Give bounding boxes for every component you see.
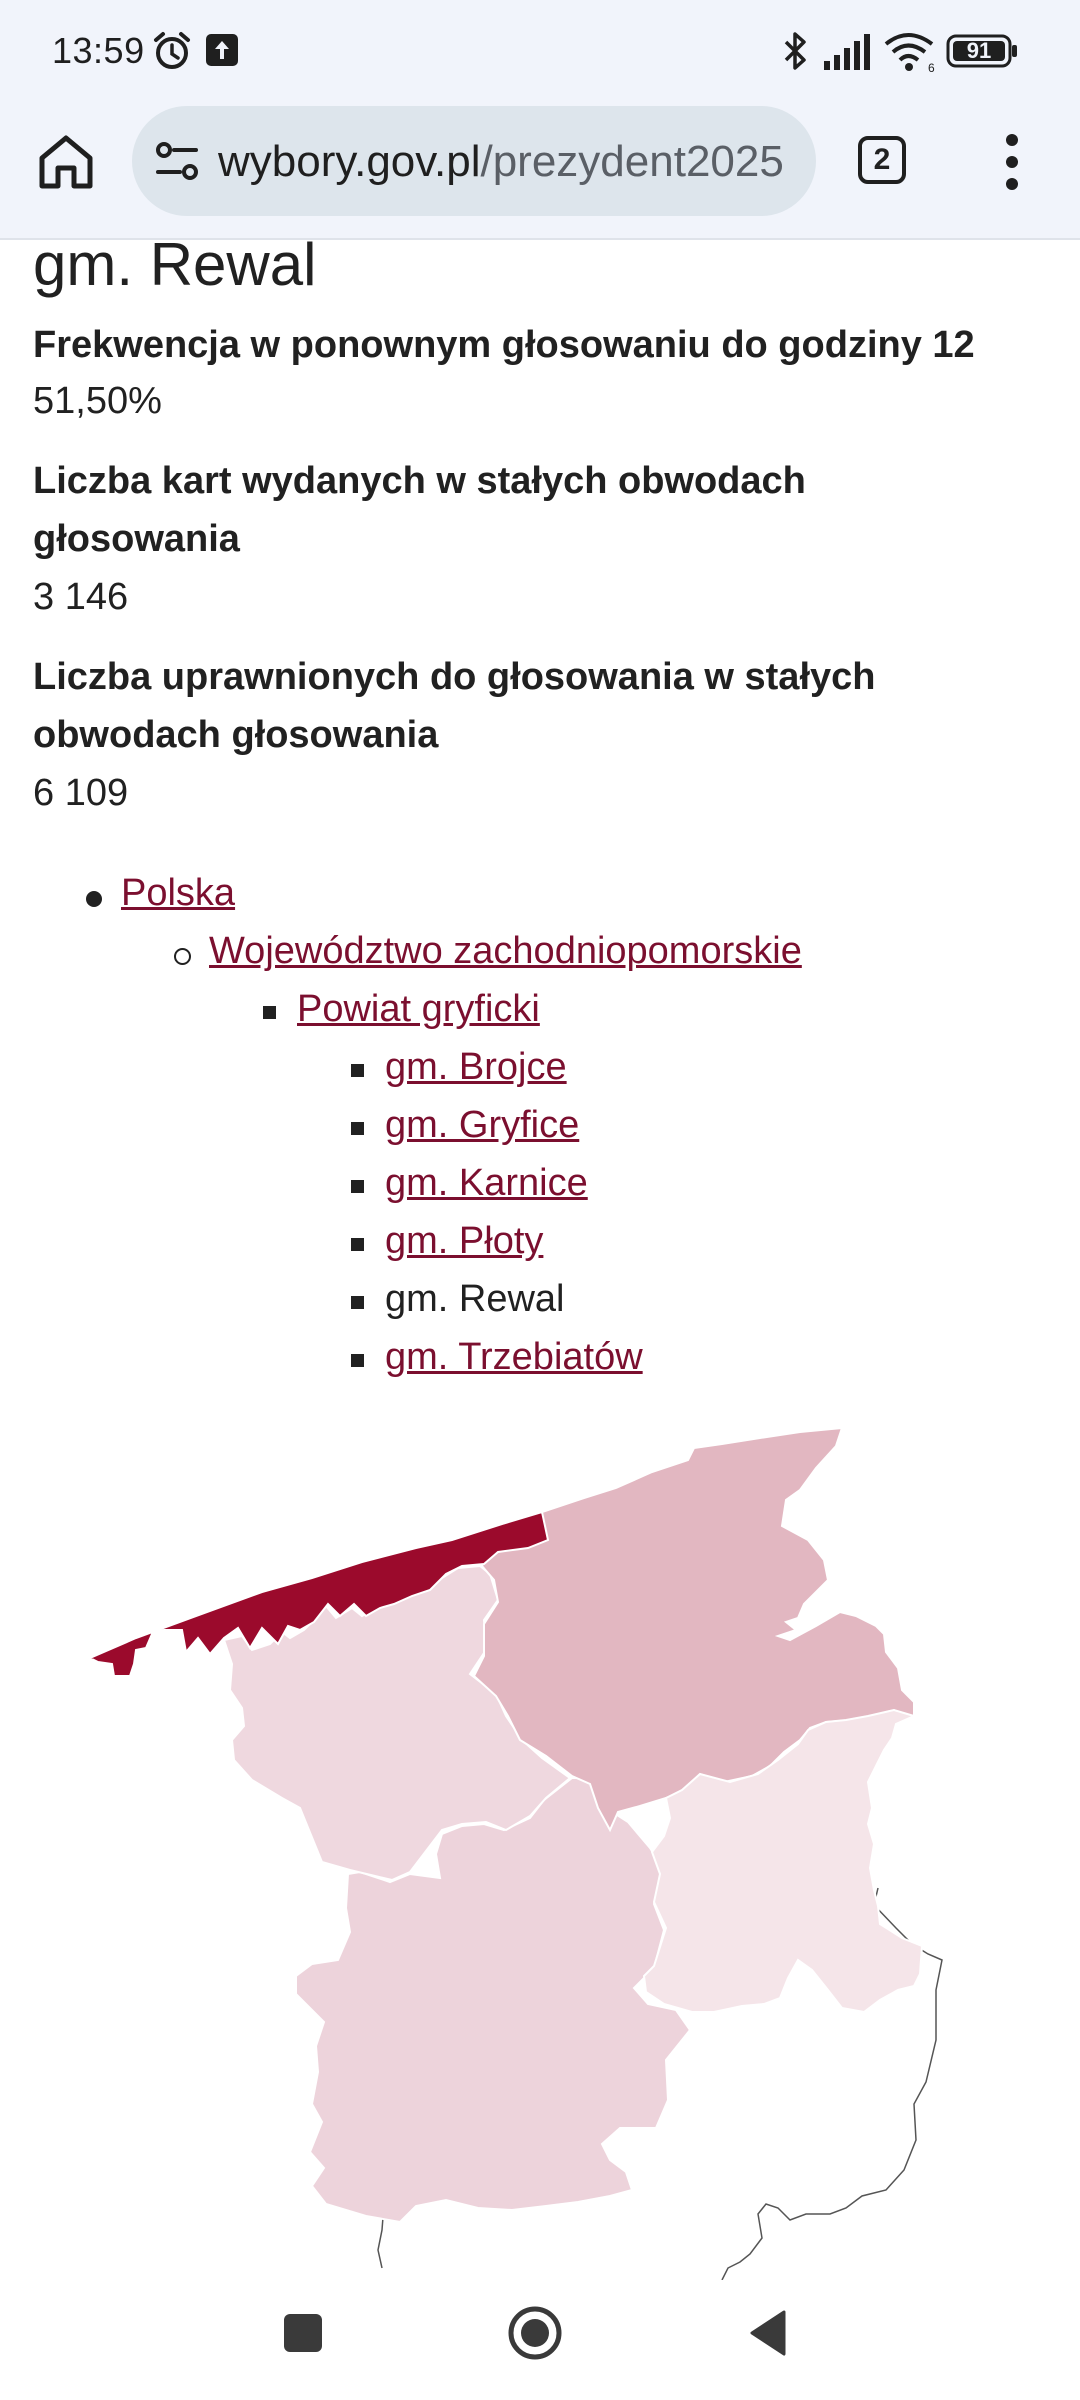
list-bullet (351, 1354, 364, 1367)
turnout-value: 51,50% (33, 380, 162, 422)
home-nav-button[interactable] (506, 2304, 564, 2362)
tune-icon[interactable] (152, 136, 204, 188)
list-bullet (86, 891, 102, 907)
recents-square-icon (282, 2312, 324, 2354)
back-button[interactable] (748, 2308, 790, 2358)
list-bullet (351, 1064, 364, 1077)
ballots-issued-value: 3 146 (33, 576, 129, 618)
back-triangle-icon (748, 2308, 790, 2358)
home-circle-icon (506, 2304, 564, 2362)
address-bar[interactable] (132, 106, 816, 216)
menu-button[interactable] (990, 130, 1034, 194)
list-bullet (351, 1180, 364, 1193)
list-bullet (263, 1006, 276, 1019)
recents-button[interactable] (282, 2312, 324, 2354)
link-gm-gryfice[interactable]: gm. Gryfice (385, 1104, 580, 1146)
eligible-voters-value: 6 109 (33, 772, 129, 814)
status-bar (0, 0, 1080, 104)
more-vert-icon (990, 130, 1034, 194)
link-gm-karnice[interactable]: gm. Karnice (385, 1162, 588, 1204)
link-polska[interactable]: Polska (121, 872, 236, 914)
svg-text:6: 6 (928, 61, 935, 72)
eligible-voters-label: Liczba uprawnionych do głosowania w stałych obwodach głosowania (33, 656, 876, 756)
ballots-issued-label: Liczba kart wydanych w stałych obwodach głosowania (33, 460, 806, 560)
url-host: wybory.gov.pl (218, 137, 481, 186)
bluetooth-icon (782, 30, 810, 77)
signal-icon (824, 34, 872, 75)
browser-toolbar (0, 104, 1080, 240)
link-county[interactable]: Powiat gryficki (297, 988, 540, 1030)
link-gm-ploty[interactable]: gm. Płoty (385, 1220, 544, 1262)
battery-level: 91 (966, 38, 992, 63)
link-gm-brojce[interactable]: gm. Brojce (385, 1046, 567, 1088)
wifi-icon (884, 32, 936, 77)
home-button[interactable] (30, 126, 102, 198)
tab-switcher-button[interactable]: 2 (858, 136, 906, 184)
link-voivodeship[interactable]: Województwo zachodniopomorskie (209, 930, 802, 972)
turnout-label: Frekwencja w ponownym głosowaniu do godziny 12 (33, 324, 975, 366)
current-commune: gm. Rewal (385, 1278, 565, 1320)
upload-icon (206, 34, 238, 71)
list-bullet (351, 1238, 364, 1251)
alarm-icon (152, 30, 192, 77)
list-bullet (351, 1296, 364, 1309)
county-map (0, 1420, 1080, 2280)
page-title: gm. Rewal (33, 231, 317, 298)
url-path: /prezydent2025 (480, 137, 784, 186)
link-gm-trzebiatow[interactable]: gm. Trzebiatów (385, 1336, 643, 1378)
system-nav-bar (0, 2280, 1080, 2400)
status-time: 13:59 (52, 30, 145, 71)
list-bullet (174, 948, 191, 965)
home-icon (30, 126, 102, 198)
url-text[interactable] (218, 132, 796, 192)
list-bullet (351, 1122, 364, 1135)
